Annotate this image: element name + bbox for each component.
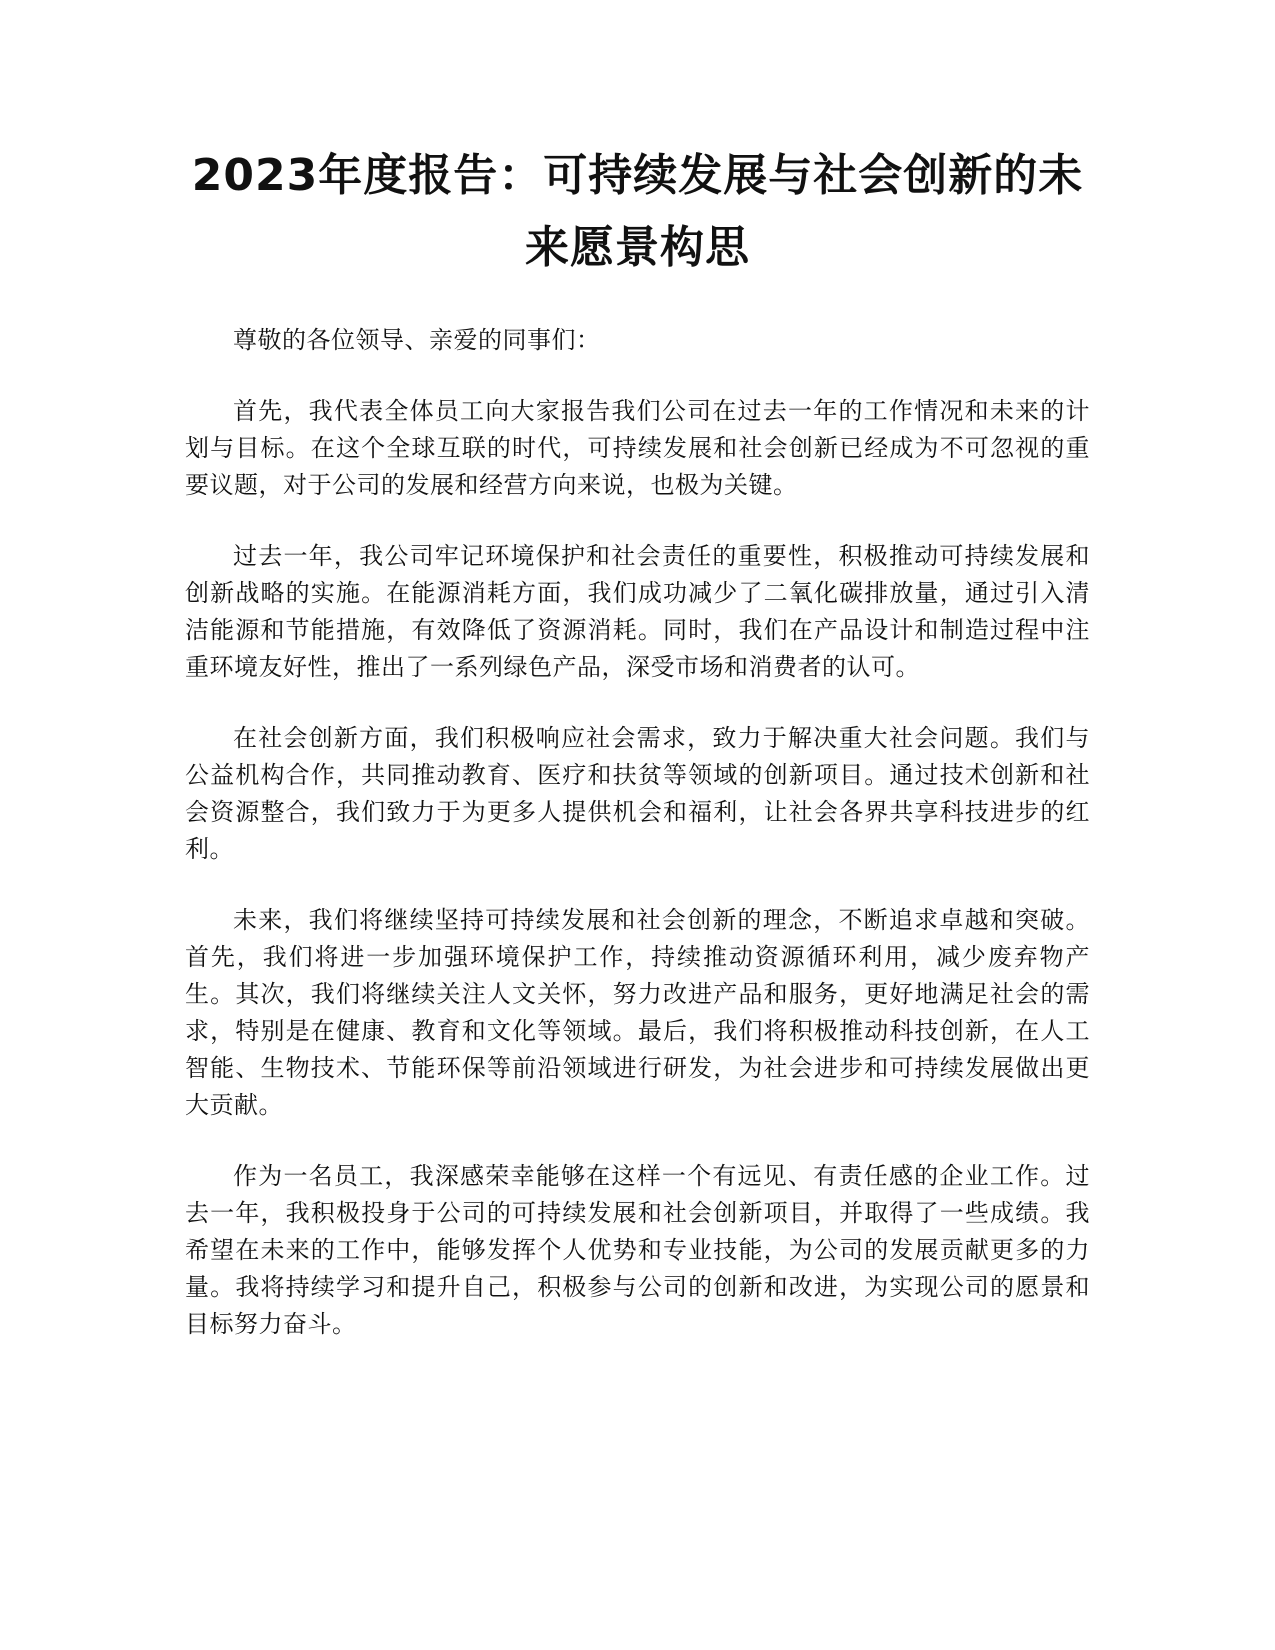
- employee-reflection-paragraph: 作为一名员工，我深感荣幸能够在这样一个有远见、有责任感的企业工作。过去一年，我积极投身于公司的可持续发展和社会创新项目，并取得了一些成绩。我希望在未来的工作中，能够发挥个人优势和专业技能，为公司的发展贡献更多的力量。我将持续学习和提升自己，积极参与公司的创新和改进，为实现公司的愿景和目标努力奋斗。: [185, 1162, 1090, 1338]
- greeting-paragraph: 尊敬的各位领导、亲爱的同事们：: [233, 326, 601, 354]
- document-title: 2023年度报告：可持续发展与社会创新的未来愿景构思: [191, 150, 1084, 273]
- social-innovation-paragraph: 在社会创新方面，我们积极响应社会需求，致力于解决重大社会问题。我们与公益机构合作，共同推动教育、医疗和扶贫等领域的创新项目。通过技术创新和社会资源整合，我们致力于为更多人提供机会和福利，让社会各界共享科技进步的红利。: [185, 724, 1090, 863]
- past-year-paragraph: 过去一年，我公司牢记环境保护和社会责任的重要性，积极推动可持续发展和创新战略的实施。在能源消耗方面，我们成功减少了二氧化碳排放量，通过引入清洁能源和节能措施，有效降低了资源消耗。同时，我们在产品设计和制造过程中注重环境友好性，推出了一系列绿色产品，深受市场和消费者的认可。: [185, 542, 1090, 681]
- intro-paragraph: 首先，我代表全体员工向大家报告我们公司在过去一年的工作情况和未来的计划与目标。在这个全球互联的时代，可持续发展和社会创新已经成为不可忽视的重要议题，对于公司的发展和经营方向来说，也极为关键。: [185, 397, 1090, 499]
- document-body: [185, 322, 1090, 1377]
- future-plan-paragraph: 未来，我们将继续坚持可持续发展和社会创新的理念，不断追求卓越和突破。首先，我们将进一步加强环境保护工作，持续推动资源循环利用，减少废弃物产生。其次，我们将继续关注人文关怀，努力改进产品和服务，更好地满足社会的需求，特别是在健康、教育和文化等领域。最后，我们将积极推动科技创新，在人工智能、生物技术、节能环保等前沿领域进行研发，为社会进步和可持续发展做出更大贡献。: [185, 906, 1090, 1119]
